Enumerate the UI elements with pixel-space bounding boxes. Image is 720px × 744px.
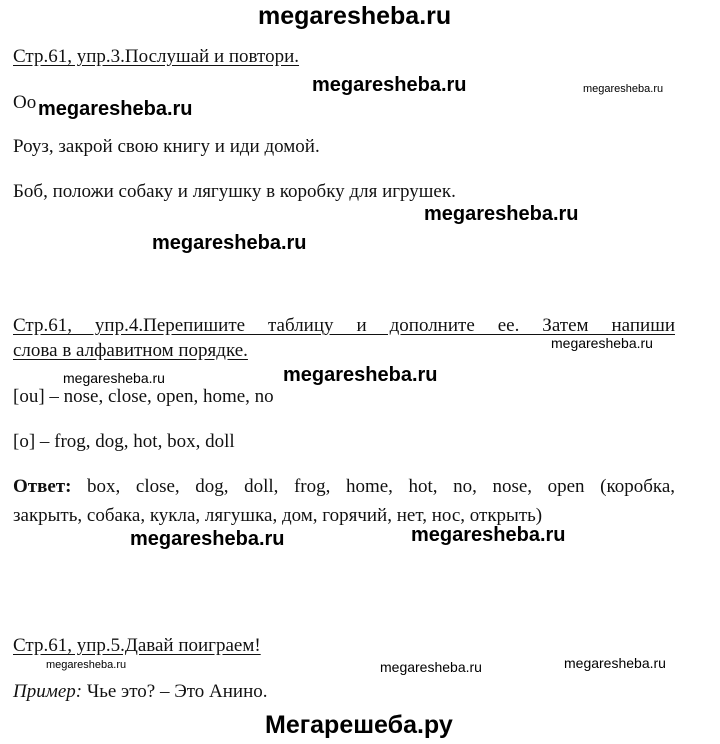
watermark: megaresheba.ru: [380, 659, 482, 675]
ex3-line2: Боб, положи собаку и лягушку в коробку для игрушек.: [13, 181, 456, 202]
ex4-heading-line1: Стр.61, упр.4.Перепишите таблицу и дополните ее. Затем напиши: [13, 315, 675, 336]
ex4-heading-line2: слова в алфавитном порядке.: [13, 340, 248, 361]
watermark: megaresheba.ru: [152, 232, 307, 254]
watermark: megaresheba.ru: [130, 528, 285, 550]
watermark: megaresheba.ru: [583, 83, 664, 95]
ex5-heading: Стр.61, упр.5.Давай поиграем!: [13, 635, 261, 656]
ex3-heading: Стр.61, упр.3.Послушай и повтори.: [13, 46, 300, 67]
ex4-row2: [o] – frog, dog, hot, box, doll: [13, 431, 235, 452]
watermark: megaresheba.ru: [411, 524, 566, 546]
answer-label: Ответ:: [13, 476, 72, 497]
watermark: megaresheba.ru: [312, 74, 467, 96]
example-text: Чье это? – Это Анино.: [82, 681, 268, 702]
watermark: megaresheba.ru: [46, 659, 127, 671]
watermark-bottom: Мегарешеба.ру: [265, 711, 453, 739]
ex3-line1: Роуз, закрой свою книгу и иди домой.: [13, 136, 320, 157]
ex4-answer-line1: [13, 476, 675, 498]
example-label: Пример:: [13, 681, 83, 702]
watermark: megaresheba.ru: [551, 335, 653, 351]
watermark-top: megaresheba.ru: [258, 2, 452, 30]
ex4-row1: [ou] – nose, close, open, home, no: [13, 386, 274, 407]
ex4-answer-line2: закрыть, собака, кукла, лягушка, дом, горячий, нет, нос, открыть): [13, 505, 543, 526]
watermark: megaresheba.ru: [564, 655, 666, 671]
watermark: megaresheba.ru: [283, 364, 438, 386]
answer-text: box, close, dog, doll, frog, home, hot, no, nose, open (коробка,: [71, 476, 675, 497]
watermark: megaresheba.ru: [38, 98, 193, 120]
ex5-example: [13, 681, 268, 703]
ex3-letters: Oo: [13, 92, 37, 113]
watermark: megaresheba.ru: [424, 203, 579, 225]
watermark: megaresheba.ru: [63, 370, 165, 386]
